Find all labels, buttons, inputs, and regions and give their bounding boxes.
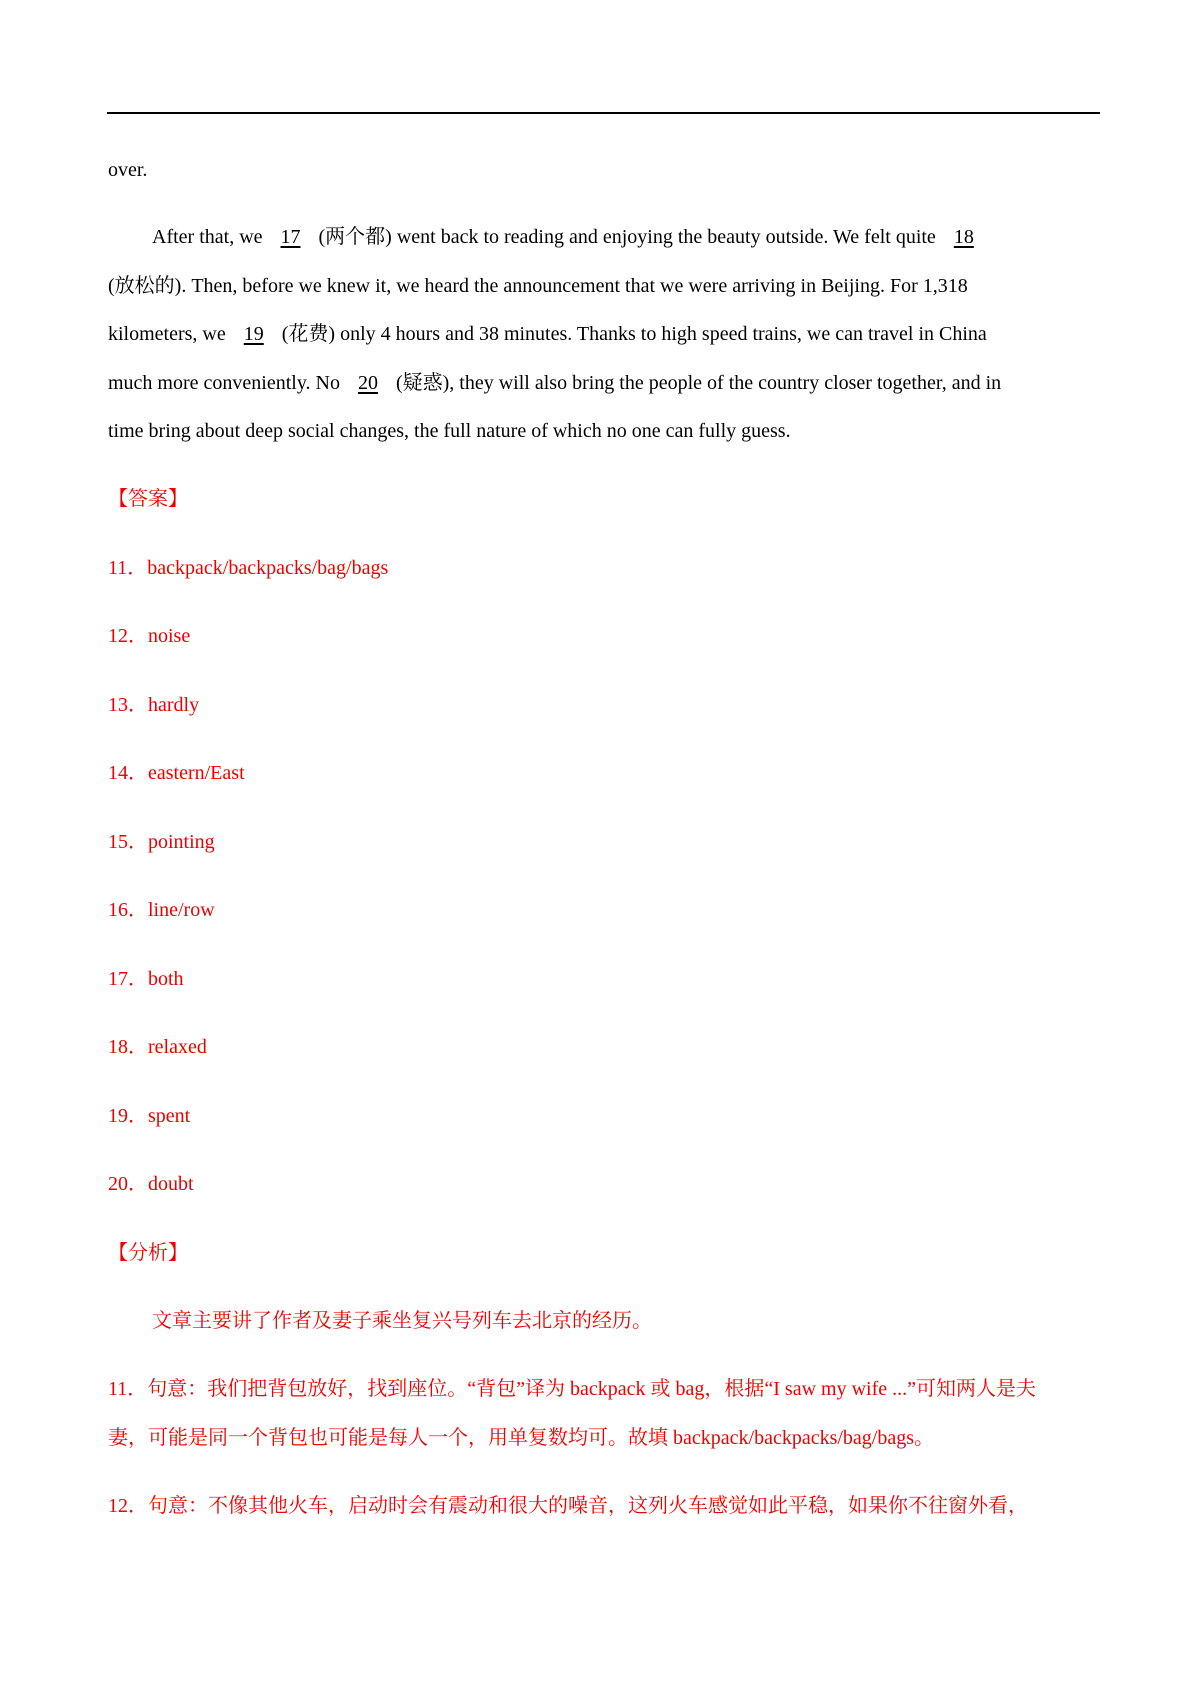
answer-item: 19．spent <box>108 1105 191 1127</box>
analysis-summary: 文章主要讲了作者及妻子乘坐复兴号列车去北京的经历。 <box>152 1310 652 1332</box>
passage-line <box>108 322 987 346</box>
passage-text: (疑惑), they will also bring the people of the country closer together, and in <box>395 372 1002 394</box>
analysis-line: 妻，可能是同一个背包也可能是每人一个，用单复数均可。故填 backpack/backpacks/bag/bags。 <box>108 1427 935 1449</box>
passage-text: (两个都) went back to reading and enjoying the beauty outside. We felt quite <box>318 226 936 248</box>
analysis-heading: 【分析】 <box>108 1242 188 1264</box>
analysis-line: 12．句意：不像其他火车，启动时会有震动和很大的噪音，这列火车感觉如此平稳，如果你不往窗外看， <box>108 1495 1028 1517</box>
answer-item: 16．line/row <box>108 899 215 921</box>
passage-text: After that, we <box>152 226 263 248</box>
blank-19: 19 <box>243 323 264 345</box>
blank-18: 18 <box>953 226 974 248</box>
analysis-line: 11．句意：我们把背包放好，找到座位。“背包”译为 backpack 或 bag，根据“I saw my wife ...”可知两人是夫 <box>108 1378 1037 1400</box>
answer-item: 15．pointing <box>108 831 215 853</box>
answer-item: 14．eastern/East <box>108 762 245 784</box>
answer-item: 13．hardly <box>108 694 200 716</box>
blank-20: 20 <box>357 372 378 394</box>
blank-17: 17 <box>280 226 301 248</box>
passage-text: (花费) only 4 hours and 38 minutes. Thanks to high speed trains, we can travel in China <box>281 323 987 345</box>
answer-item: 20．doubt <box>108 1173 194 1195</box>
answer-item: 12．noise <box>108 625 191 647</box>
passage-line <box>152 225 992 249</box>
answer-item: 18．relaxed <box>108 1036 207 1058</box>
header-rule <box>107 112 1100 114</box>
answer-item: 17．both <box>108 968 184 990</box>
passage-line: time bring about deep social changes, the full nature of which no one can fully guess. <box>108 420 791 442</box>
passage-text: much more conveniently. No <box>108 372 340 394</box>
passage-line: (放松的). Then, before we knew it, we heard the announcement that we were arriving in Beijing. For 1,318 <box>108 275 968 297</box>
answer-item: 11．backpack/backpacks/bag/bags <box>108 557 389 579</box>
passage-text: kilometers, we <box>108 323 226 345</box>
passage-line: over. <box>108 159 148 181</box>
passage-line <box>108 371 1001 395</box>
answer-heading: 【答案】 <box>108 488 188 510</box>
